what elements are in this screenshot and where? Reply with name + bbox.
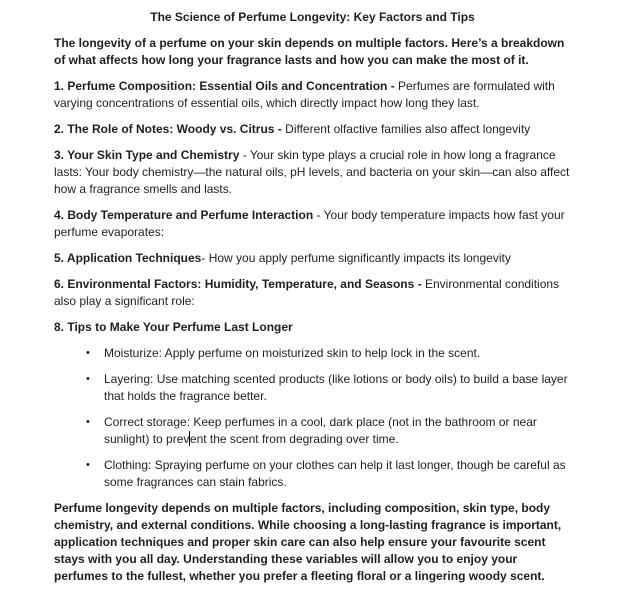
list-item-moisturize[interactable]	[86, 345, 571, 362]
section-heading: 4. Body Temperature and Perfume Interaction	[54, 208, 314, 222]
section-heading: 2. The Role of Notes: Woody vs. Citrus -	[54, 122, 282, 136]
list-item-correct-storage[interactable]	[86, 414, 571, 448]
list-item-clothing[interactable]	[86, 457, 571, 491]
section-body: - How you apply perfume significantly impacts its longevity	[201, 251, 511, 265]
section-body: - Your body temperature impacts how fast your perfume evaporates:	[54, 208, 565, 239]
section-paragraph-application[interactable]	[54, 250, 571, 267]
section-paragraph-composition[interactable]	[54, 78, 571, 112]
bullet-icon: •	[86, 459, 90, 471]
bullet-icon: •	[86, 416, 90, 428]
intro-paragraph[interactable]: The longevity of a perfume on your skin depends on multiple factors. Here’s a breakdown of what affects how long your fragrance lasts and how you can make the most of it.	[54, 36, 565, 67]
section-body: - Your skin type plays a crucial role in how long a fragrance lasts: Your body chemistry—the natural oils, pH levels, and bacteria on your skin—can also affect how a fragrance smells and lasts.	[54, 148, 570, 196]
section-body: Perfumes are formulated with varying concentrations of essential oils, which directly impact how long they last.	[54, 79, 555, 110]
list-item-text: Correct storage: Keep perfumes in a cool, dark place (not in the bathroom or near sunlight) to prev	[104, 415, 537, 446]
section-paragraph-environmental[interactable]	[54, 276, 571, 310]
document-title[interactable]: The Science of Perfume Longevity: Key Factors and Tips	[150, 10, 475, 24]
list-item-text: ent the scent from degrading over time.	[189, 432, 399, 446]
section-heading: 3. Your Skin Type and Chemistry	[54, 148, 240, 162]
section-body: Environmental conditions also play a significant role:	[54, 277, 560, 308]
list-item-text: Layering: Use matching scented products (like lotions or body oils) to build a base layer that holds the fragrance better.	[104, 372, 568, 403]
section-paragraph-notes[interactable]	[54, 121, 571, 138]
list-item-layering[interactable]	[86, 371, 571, 405]
section-heading: 6. Environmental Factors: Humidity, Temperature, and Seasons -	[54, 277, 422, 291]
tips-heading[interactable]: 8. Tips to Make Your Perfume Last Longer	[54, 320, 293, 334]
conclusion-paragraph[interactable]: Perfume longevity depends on multiple factors, including composition, skin type, body chemistry, and external conditions. While choosing a long-lasting fragrance is important, application techniques and proper skin care can also help ensure your favourite scent stays with you all day. Understanding these variables will allow you to enjoy your perfumes to the fullest, whether you prefer a fleeting floral or a lingering woody scent.	[54, 501, 562, 583]
bullet-icon: •	[86, 347, 90, 359]
list-item-text: Clothing: Spraying perfume on your clothes can help it last longer, though be careful as some fragrances can stain fabrics.	[104, 458, 566, 489]
section-paragraph-skin-type[interactable]	[54, 147, 571, 198]
section-paragraph-body-temperature[interactable]	[54, 207, 571, 241]
list-item-text: Moisturize: Apply perfume on moisturized skin to help lock in the scent.	[104, 346, 481, 360]
tips-list	[54, 345, 571, 491]
bullet-icon: •	[86, 373, 90, 385]
section-heading: 1. Perfume Composition: Essential Oils and Concentration -	[54, 79, 395, 93]
section-heading: 5. Application Techniques	[54, 251, 202, 265]
section-body: Different olfactive families also affect longevity	[281, 122, 531, 136]
